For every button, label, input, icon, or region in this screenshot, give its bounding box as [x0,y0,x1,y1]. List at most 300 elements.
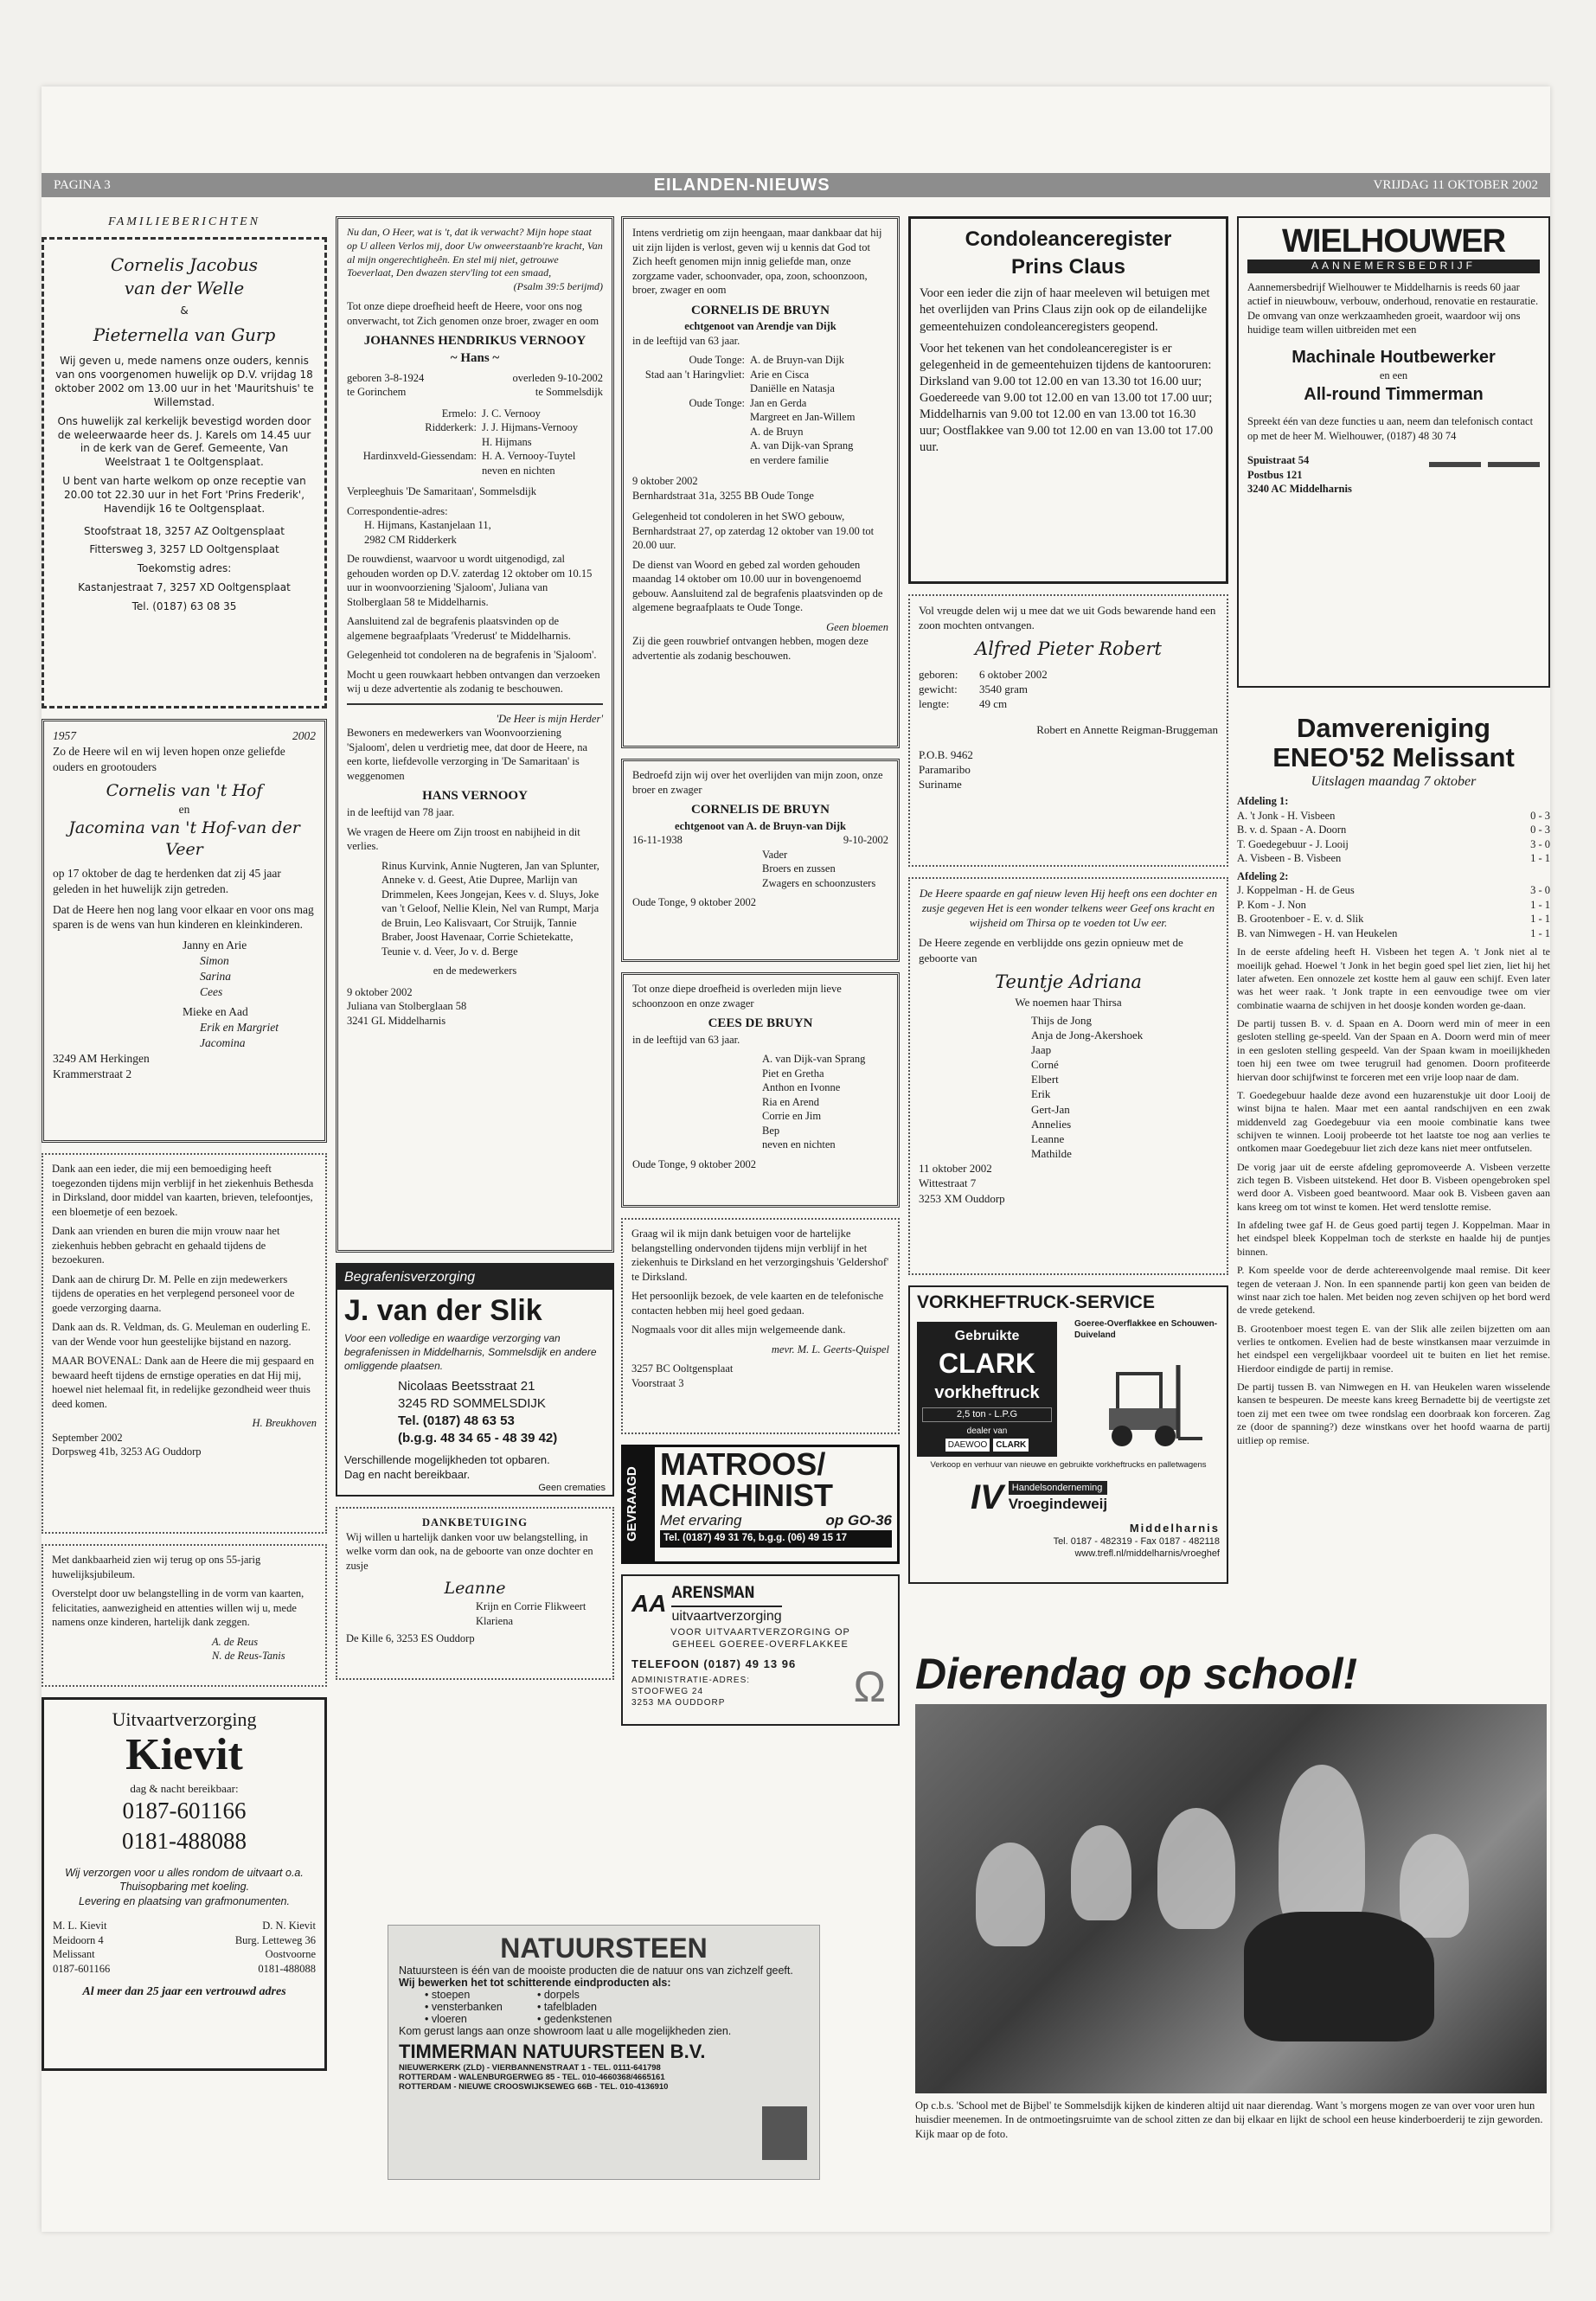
notice-address: P.O.B. 9462 [919,747,973,761]
verse: Nu dan, O Heer, wat is 't, dat ik verwacht? Mijn hope staat op U alleen Verlos mij, door Uw onweerstaanb're kracht, Van al mijn ongerechtigheên. En stel mij niet, getrouwe Toeverlaat, Den dwazen sterv'ling tot een smaad, [347,226,603,279]
notice-address: De Kille 6, 3253 ES Ouddorp [346,1632,475,1645]
ad-address: ROTTERDAM - WALENBURGERWEG 85 - TEL. 010-4660368/4665161 [399,2073,665,2082]
ad-text: Levering en plaatsing van grafmonumenten. [79,1894,290,1907]
ad-address: Postbus 121 [1247,468,1303,481]
ad-phone: Tel. (0187) 48 63 53 [398,1413,515,1429]
division-label: Afdeling 2: [1237,869,1289,882]
groom-name: Cornelis Jacobus [110,254,259,276]
family-line: Mieke en Aad [183,1005,248,1019]
article-text: T. Goedegebuur haalde deze avond een huzarenstukje uit door Looij de winst bijna te halen. Maar met een aantal randschijven en een zwak middenveld zag Goedegebuur via een mooie combinatie kans twee schijven te winnen. Looij probeerde tot het laatste toe nog aan verlies te ontkomen maar Goedegebuur liet zich deze kans niet meer ontfutselen. [1237,1088,1550,1155]
notice-text: De dienst van Woord en gebed zal worden gehouden maandag 14 oktober om 10.00 uur in bovengenoemd gebouw. Aansluitend zal de begrafenis plaatsvinden op de algemene begraafplaats te Oude Tonge. [632,558,883,614]
ad-heading: uitvaartverzorging [671,1609,782,1625]
issue-date: VRIJDAG 11 OKTOBER 2002 [1373,177,1538,192]
results-list [1237,883,1550,940]
product-item: • stoepen [425,1989,471,2001]
condolence-register [908,216,1228,584]
notice-text: Vol vreugde delen wij u mee dat we uit Gods bewarende hand een zoon mochten ontvangen. [919,604,1216,632]
deceased-nickname: ~ Hans ~ [450,350,500,365]
article-text: B. Grootenboer moest tegen E. van der Slik alle zeilen bijzetten om aan verlies te ontkomen. Evelien had de beste winstkansen maar verzuimde in het eindspel een vergelijkbaar voordeel uit te buiten en liet het remise. Hierdoor eindigde de partij in remise. [1237,1322,1550,1375]
match-players: A. 't Jonk - H. Visbeen [1237,809,1336,822]
birth-label: gewicht: [919,683,958,696]
staff-suffix: en de medewerkers [433,965,517,977]
notice-address: Bernhardstraat 31a, 3255 BB Oude Tonge [632,489,814,502]
arensman-ad [621,1574,900,1726]
notice-text: We vragen de Heere om Zijn troost en nabijheid in dit verlies. [347,825,580,853]
de-bruyn-notice-2 [621,759,900,962]
family-line: Corrie en Jim [762,1110,822,1123]
arensman-logo-icon: AA [631,1590,667,1618]
notice-text: Aansluitend zal de begrafenis plaatsvinden op de algemene begraafplaats 'Vrederust' te Middelharnis. [347,615,571,642]
contact-line: Melissant [53,1948,95,1961]
ad-address: Middelharnis [1129,1521,1220,1535]
deceased-name: CEES DE BRUYN [708,1016,813,1030]
column-4 [908,216,1228,1594]
article-title: Dierendag op school! [915,1650,1358,1698]
contact-line: Meidoorn 4 [53,1933,104,1946]
deceased-spouse: echtgenoot van A. de Bruyn-van Dijk [675,819,846,832]
death-date: overleden 9-10-2002 [512,371,603,384]
match-score: 3 - 0 [1530,884,1550,897]
wedding-text-2: Ons huwelijk zal kerkelijk bevestigd worden door de weleerwaarde heer ds. J. Karels om 14.45 uur in de kerk van de Geref. Gemeente, Van Weelstraat 1 te Ooltgensplaat. [57,414,311,469]
ad-text: Spreekt één van deze functies u aan, neem dan telefonisch contact op met de heer M. Wielhouwer, (0187) 48 30 74 [1247,415,1534,442]
match-score: 3 - 0 [1530,837,1550,850]
family-row [632,410,888,425]
ad-heading: NATUURSTEEN [500,1932,708,1964]
notice-intro: Intens verdrietig om zijn heengaan, maar dankbaar dat hij uit zijn lijden is verlost, geven wij u kennis dat God tot Zich heeft genomen mijn innig geliefde man, onze zorgzame vader, schoonvader, opa, zoon, schoonzoon, broer, zwager en oom [632,227,882,296]
family-row [347,449,603,464]
ad-address: Nicolaas Beetsstraat 21 [398,1379,535,1394]
family-line: Zwagers en schoonzusters [762,876,876,889]
family-row [632,453,888,468]
article-text: P. Kom speelde voor de derde achtereenvolgende maal remise. Dit keer tegen de veteraan J. Non. In een spannende partij kon geen van beiden de winst naar zich toe halen. Met beiden nog zeven schijven op het bord werd de vrede getekend. [1237,1264,1550,1317]
dam-article [1237,714,1550,1447]
deceased-spouse: echtgenoot van Arendje van Dijk [684,320,836,333]
family-place [347,464,482,478]
result-row [1237,851,1550,866]
article-text: In de eerste afdeling heeft H. Visbeen het tegen A. 't Jonk niet al te moeilijk gehad. Hoewel 't Jonk in het begin goed spel liet zien, liet hij het later afweten. Een onnozele zet kostte hem al gauw een schijf. Even later was het weer raak. 't Jonk trapte in een eenvoudige twee om vier combinatie waarna de schijven in het doosje konden worden ge-daan. [1237,945,1550,1011]
family-place [632,439,750,453]
notice-title: Condoleanceregister [965,228,1172,251]
signature: Klariena [476,1614,514,1627]
notice-intro: Tot onze diepe droefheid heeft de Heere, voor ons nog onverwacht, tot Zich genomen onze broer, zwager en oom [347,300,599,327]
contact-line: Oostvoorne [265,1948,316,1961]
family-line: A. van Dijk-van Sprang [762,1053,866,1066]
ad-text: Dag en nacht bereikbaar. [344,1467,471,1481]
article-title: ENEO'52 Melissant [1272,742,1515,773]
omega-icon: Ω [853,1663,886,1711]
ad-address: 3240 AC Middelharnis [1247,483,1352,496]
notice-address: 3253 XM Ouddorp [919,1191,1005,1205]
article-subtitle: Uitslagen maandag 7 oktober [1311,774,1477,790]
ad-text: Met ervaring [660,1512,742,1529]
article-title: Damvereniging [1297,713,1490,743]
parents: Robert en Annette Reigman-Bruggeman [1036,722,1218,736]
signature: Krijn en Corrie Flikweert [476,1600,586,1613]
vorkheftruck-ad [908,1285,1228,1584]
family-name: H. A. Vernooy-Tuytel [482,450,576,463]
thanks-text: Dank aan ds. R. Veldman, ds. G. Meuleman en ouderling E. van der Wende voor hun geestelijke bijstand en nazorg. [52,1321,311,1348]
photo-caption: Op c.b.s. 'School met de Bijbel' te Sommelsdijk kijken de kinderen altijd uit naar dierendag. Want 's morgens mogen ze van over voor uren hun huisdier meenemen. In de ontmoetingsruimte van de school zitten ze dan bij elkaar en lijkt de school een heuse kinderboerderij te zijn geworden. Kijk maar op de foto. [915,2099,1543,2140]
notice-date: Oude Tonge, 9 oktober 2002 [632,896,756,909]
ad-text: op GO-36 [825,1512,892,1529]
ad-text: Aannemersbedrijf Wielhouwer te Middelharnis is reeds 60 jaar actief in nieuwbouw, verbouw, onderhoud, renovatie en restauratie. De omvang van onze werkzaamheden groeit, waardoor wij ons huidige team willen uitbreiden met een [1247,280,1539,336]
family-name: A. de Bruyn-van Dijk [750,354,845,367]
ad-brand: Kievit [125,1729,243,1779]
donkey-figure [1244,1912,1434,2041]
newspaper-page [42,87,1550,2232]
thanks-breukhoven [42,1153,327,1534]
natuursteen-ad [388,1925,820,2180]
contact-line: 0181-488088 [258,1962,316,1975]
corr-line: H. Hijmans, Kastanjelaan 11, [364,519,491,532]
family-line: Erik en Margriet [200,1021,279,1035]
death-place: te Sommelsdijk [535,386,603,399]
family-row [632,368,888,382]
result-row [1237,809,1550,824]
ad-brand: J. van der Slik [344,1294,542,1328]
birth-value: 49 cm [979,697,1008,711]
notice-intro: Bedroefd zijn wij over het overlijden van mijn zoon, onze broer en zwager [632,769,883,796]
ad-heading: Uitvaartverzorging [112,1708,257,1731]
ad-text: Wij verzorgen voor u alles rondom de uitvaart o.a. Thuisopbaring met koeling. [65,1866,304,1894]
ad-web: www.trefl.nl/middelharnis/vroeghef [1074,1548,1220,1560]
notice-text: Voor het tekenen van het condoleanceregister is er gelegenheid in de gemeentehuizen tijdens de kantooruren: Dirksland van 9.00 tot 12.00 en van 13.30 tot 16.00 uur; Goedereede van 9.00 tot 12.00 en van 13.00 tot 17.00 uur; Middelharnis van 9.00 tot 12.00 en van 13.00 tot 16.30 uur; Oostflakkee van 9.00 tot 12.00 en van 13.00 tot 17.00 uur. [920,341,1214,455]
family-row [632,396,888,411]
brand-badge: DAEWOO [945,1439,990,1452]
verse-title: 'De Heer is mijn Herder' [496,712,603,725]
family-name: J. C. Vernooy [482,407,541,420]
notice-text: Nogmaals voor dit alles mijn welgemeende dank. [631,1324,846,1336]
family-name: Margreet en Jan-Willem [750,411,856,424]
ad-brand: WIELHOUWER [1281,223,1506,260]
page-number: PAGINA 3 [54,177,111,192]
verse: De Heere spaarde en gaf nieuw leven Hij heeft ons een dochter en zusje gegeven Het is een wonder telkens weer Geef ons kracht en wijsheid om Thirsa op te voeden tot Uw eer. [919,887,1218,930]
family-line: Jacomina [200,1036,246,1050]
jubilee-text-2: Dat de Heere hen nog lang voor elkaar en voor ons mag sparen is de wens van hun kinderen en kleinkinderen. [53,902,314,932]
ad-phone: 0181-488088 [122,1828,247,1855]
family-place [347,435,482,450]
deceased-name: CORNELIS DE BRUYN [690,803,830,817]
family-name: J. J. Hijmans-Vernooy [482,421,579,434]
family-list [762,848,888,891]
signature: N. de Reus-Tanis [212,1650,285,1663]
family-name: Jan en Gerda [750,396,807,409]
death-date: 9-10-2002 [843,834,888,847]
thanks-address: Dorpsweg 41b, 3253 AG Ouddorp [52,1445,202,1458]
result-row [1237,837,1550,852]
family-place [632,453,750,468]
result-row [1237,912,1550,926]
notice-address: Paramaribo [919,762,971,776]
column-1 [42,208,327,2081]
notice-date: 9 oktober 2002 [632,475,698,488]
family-row [347,435,603,450]
signature: mevr. M. L. Geerts-Quispel [771,1343,889,1356]
family-list [347,407,603,478]
family-row [347,407,603,421]
ad-brand: Vroegindeweij [1008,1496,1108,1513]
notice-address: Juliana van Stolberglaan 58 [347,1000,467,1013]
notice-text: Voor een ieder die zijn of haar meeleven wil betuigen met het overlijden van Prins Claus zijn ook op de eilandelijke gemeentehuizen condoleanceregisters geopend. [920,286,1210,334]
ampersand: & [180,304,189,317]
kievit-ad [42,1697,327,2071]
corr-label: Correspondentie-adres: [347,504,448,517]
birth-alfred [908,594,1228,867]
family-place: Oude Tonge: [689,354,745,367]
brand-badge: CLARK [993,1439,1029,1452]
section-title: FAMILIEBERICHTEN [107,215,261,228]
column-2 [336,216,614,1690]
results-list [1237,809,1550,866]
thanks-text: Dank aan een ieder, die mij een bemoediging heeft toegezonden tijdens mijn verblijf in het ziekenhuis Bethesda in Dirksland, door middel van kaarten, brieven, telefoontjes, een bloemetje of een bezoek. [52,1163,314,1218]
notice-address: Voorstraat 3 [631,1376,684,1389]
vernooy-notice [336,216,614,1253]
ad-address: Spuistraat 54 [1247,454,1310,467]
thanks-text: Dank aan de chirurg Dr. M. Pelle en zijn medewerkers tijdens de operaties en het verplegend personeel voor de goede verzorging daarna. [52,1272,295,1314]
ad-text: Natuursteen is één van de mooiste producten die de natuur ons van zichzelf geeft. [399,1965,793,1977]
notice-text: Zij die geen rouwbrief ontvangen hebben, mogen deze advertentie als zodanig beschouwen. [632,635,869,662]
deceased-age: in de leeftijd van 63 jaar. [632,334,740,347]
birth-date: geboren 3-8-1924 [347,371,425,384]
match-players: T. Goedegebuur - J. Looij [1237,837,1349,850]
notice-address: Wittestraat 7 [919,1176,977,1190]
notice-title: Prins Claus [1010,254,1126,279]
jubilee-street: Krammerstraat 2 [53,1067,132,1080]
ad-text: Voor een volledige en waardige verzorging van begrafenissen in Middelharnis, Sommelsdijk en andere omliggende plaatsen. [344,1331,597,1372]
birth-date: 16-11-1938 [632,834,683,847]
family-list [632,353,888,467]
ad-address: 3253 MA OUDDORP [631,1698,726,1708]
notice-date: 9 oktober 2002 [347,985,413,998]
thanks-text: Met dankbaarheid zien wij terug op ons 55-jarig huwelijksjubileum. [52,1554,261,1580]
match-players: B. Grootenboer - E. v. d. Slik [1237,913,1364,926]
notice-intro: Bewoners en medewerkers van Woonvoorziening 'Sjaloom', delen u verdrietig mee, dat door de Heere, na een korte, liefdevolle verzorging in 'De Samaritaan' is weggenomen [347,727,588,782]
family-line: Ria en Arend [762,1095,819,1108]
family-line: Gert-Jan [1031,1102,1070,1116]
family-place: Stad aan 't Haringvliet: [644,368,745,381]
family-name: neven en nichten [482,464,555,477]
family-line: Elbert [1031,1073,1059,1086]
match-score: 0 - 3 [1530,824,1550,836]
birth-value: 6 oktober 2002 [979,668,1048,682]
family-line: Broers en zussen [762,862,836,875]
column-3 [621,216,900,1736]
notice-address: 3257 BC Ooltgensplaat [631,1362,734,1375]
family-name: Daniëlle en Natasja [750,382,835,395]
notice-text: Gelegenheid tot condoleren in het SWO gebouw, Bernhardstraat 27, op zaterdag 12 oktober van 19.00 tot 20.00 uur. [632,510,875,552]
deceased-name: JOHANNES HENDRIKUS VERNOOY [363,334,586,349]
family-name: A. van Dijk-van Sprang [750,439,854,452]
notice-text: De rouwdienst, waarvoor u wordt uitgenodigd, zal gehouden worden op D.V. zaterdag 12 oktober om 10.15 uur in woonvoorziening 'Sjaloom', Juliana van Stolberglaan 58 te Middelharnis. [347,553,593,608]
ad-heading: MATROOS/ [660,1446,826,1482]
result-row [1237,883,1550,898]
ad-text: Wij bewerken het tot schitterende eindproducten als: [399,1977,671,1989]
family-row [632,439,888,453]
ad-address: ADMINISTRATIE-ADRES: [631,1675,751,1685]
signature: H. Breukhoven [252,1417,317,1430]
family-name: H. Hijmans [482,435,532,448]
article-text: In afdeling twee gaf H. de Geus goed partij tegen J. Koppelman. Maar in het eindspel bleek Koppelman toch de sterkste en haalde hij de puntjes binnen. [1237,1219,1550,1258]
match-players: B. v. d. Spaan - A. Doorn [1237,824,1347,836]
match-players: B. van Nimwegen - H. van Heukelen [1237,926,1398,939]
ad-subbrand: AANNEMERSBEDRIJF [1247,260,1540,273]
family-line: neven en nichten [762,1138,836,1151]
notice-text: De Heere zegende en verblijdde ons gezin opnieuw met de geboorte van [919,936,1183,965]
product-item: • vensterbanken [425,2001,503,2013]
verse-ref: (Psalm 39:5 berijmd) [513,280,603,293]
thanks-text: Dank aan vrienden en buren die mijn vrouw naar het ziekenhuis hebben gebracht en gehaald tijdens de bezoekuren. [52,1225,280,1266]
contact-line: 0187-601166 [53,1962,111,1975]
address-2: Fittersweg 3, 3257 LD Ooltgensplaat [89,543,279,556]
article-text: De partij tussen B. v. d. Spaan en A. Doorn werd min of meer in een gesloten stelling ge-speeld. Van der Spaan en A. Doorn werd min of meer in een gesloten stelling gespeeld. Van der Spaan kwam in moeilijkheden toen hij een twee om twee terugruil had genomen. Doorn profiteerde hiervan door schijfwinst te forceren met een vrije loop naar de dam. [1237,1017,1550,1083]
notice-text: Mocht u geen rouwkaart hebben ontvangen dan verzoeken wij u deze advertentie als zodanig te beschouwen. [347,668,600,695]
jubilee-family [183,938,316,1051]
ad-side-label: GEVRAAGD [624,1447,655,1561]
wedding-notice [42,237,327,708]
matroos-ad [621,1445,900,1564]
ad-phone: 0187-601166 [122,1797,247,1823]
family-place [632,425,750,439]
ad-address: STOOFWEG 24 [631,1686,704,1696]
family-line: Leanne [1031,1131,1065,1145]
family-line: Anja de Jong-Akershoek [1031,1028,1144,1042]
notice-text: Wij willen u hartelijk danken voor uw belangstelling, in welke vorm dan ook, na de geboorte van onze dochter en zusje [346,1530,593,1572]
year-start: 1957 [53,729,76,743]
result-row [1237,926,1550,941]
deceased-name: HANS VERNOOY [422,789,528,804]
ad-phone: Tel. 0187 - 482319 - Fax 0187 - 482118 [1053,1535,1220,1547]
baby-name: Alfred Pieter Robert [975,638,1162,660]
notice-date: 11 oktober 2002 [919,1162,992,1176]
job-title: Machinale Houtbewerker [1292,347,1496,367]
match-players: J. Koppelman - H. de Geus [1237,884,1355,897]
match-score: 0 - 3 [1530,809,1550,822]
baby-callname: We noemen haar Thirsa [1015,995,1122,1009]
result-row [1237,823,1550,837]
family-line: Sarina [200,969,232,983]
deceased-name: CORNELIS DE BRUYN [690,303,830,317]
family-name: Arie en Cisca [750,368,810,381]
ad-text: en een [1379,369,1408,382]
ad-phone: (b.g.g. 48 34 65 - 48 39 42) [398,1430,558,1445]
family-line: Simon [200,954,229,968]
match-score: 1 - 1 [1530,852,1550,865]
ad-text: dealer van [966,1426,1008,1436]
birth-label: geboren: [919,668,958,682]
family-line: Thijs de Jong [1031,1013,1093,1027]
notice-title: DANKBETUIGING [421,1516,529,1529]
future-address-label: Toekomstig adres: [137,562,232,575]
ad-heading: MACHINIST [660,1477,833,1513]
ad-text: Kom gerust langs aan onze showroom laat u alle mogelijkheden zien. [399,2025,732,2037]
notice-intro: Tot onze diepe droefheid is overleden mijn lieve schoonzoon en onze zwager [632,983,842,1009]
ad-text: Verkoop en verhuur van nieuwe en gebruikte vorkheftrucks en palletwagens [930,1460,1207,1471]
dierendag-photo [915,1704,1547,2093]
product-item: • gedenkstenen [537,2013,612,2025]
birth-teuntje [908,877,1228,1275]
forklift-icon [1083,1356,1204,1452]
signature: A. de Reus [212,1635,259,1648]
family-name: en verdere familie [750,453,829,466]
birth-value: 3540 gram [979,683,1028,696]
ad-address: 3245 RD SOMMELSDIJK [398,1396,546,1412]
ad-text: Gebruikte [954,1328,1020,1343]
jubilee-text-1: op 17 oktober de dag te herdenken dat zij 45 jaar geleden in het huwelijk zijn getreden. [53,866,281,895]
article-text: De vorig jaar uit de eerste afdeling gepromoveerde A. Visbeen verzette zich tegen B. Visbeen uitstekend. Het door B. Visbeen opengebroken spel werd door A. Visbeen goed beantwoord. Maar ook B. Visbeen gaven aan kans kreeg om tot winst te komen. Het werd tenslotte remise. [1237,1160,1550,1213]
vroegindeweij-logo-icon: IV [971,1477,1003,1516]
ad-text: VOOR UITVAARTVERZORGING OP [670,1626,850,1638]
deceased-age: in de leeftijd van 78 jaar. [347,806,455,819]
cees-de-bruyn-notice [621,972,900,1208]
family-place [632,381,750,396]
jubilee-intro: Zo de Heere wil en wij leven hopen onze geliefde ouders en grootouders [53,745,285,774]
birth-label: lengte: [919,697,950,711]
jubilee-name-1: Cornelis van 't Hof [106,780,263,800]
family-place: Ermelo: [441,407,477,420]
deceased-age: in de leeftijd van 63 jaar. [632,1033,740,1046]
family-name: A. de Bruyn [750,425,804,438]
match-players: A. Visbeen - B. Visbeen [1237,852,1342,865]
ad-address: ROTTERDAM - NIEUWE CROOSWIJKSEWEG 66B - TEL. 010-4136910 [399,2082,669,2092]
notice-note: Geen bloemen [826,620,888,633]
match-score: 1 - 1 [1530,926,1550,939]
baby-name: Teuntje Adriana [995,971,1142,992]
staff-names: Rinus Kurvink, Annie Nugteren, Jan van Splunter, Anneke v. d. Geest, Atie Dupree, Marlijn van Drimmelen, Kees Jongejan, Kees v. d. Sluys, Joke van 't Geloof, Nellie Klein, Nel van Rumpt, Marja de Bruin, Leo Kalisvaart, Cor Struijk, Tannie Braber, Joost Havenaar, Corrie Schietekatte, Teunie v. d. Veer, Jo v. d. Berge [381,859,599,958]
family-line: Erik [1031,1087,1051,1101]
wedding-text-3: U bent van harte welkom op onze receptie van 20.00 tot 22.30 uur in het Fort 'Prins Frederik', Havendijk 16 te Ooltgensplaat. [62,475,306,515]
page-header [42,173,1550,197]
family-list [762,1052,888,1152]
article-text: De partij tussen B. van Nimwegen en H. van Heukelen waren wisselende kansen te bespeuren. De meeste kans kreeg Bernadette bij de veertigste zet toen zij met een twee om twee rondslag een doorbraak kon forceren. Zag ze (door de spanning?) deze winstkans over het hoofd waarna de partij uitliep op remise. [1237,1381,1550,1446]
masthead: EILANDEN-NIEUWS [653,175,830,195]
dankbetuiging-notice [336,1507,614,1680]
column-5 [1237,216,1550,1452]
contact-line: D. N. Kievit [262,1920,316,1932]
ad-heading: Begrafenisverzorging [337,1265,612,1290]
wielhouwer-ad [1237,216,1550,688]
ad-brand: Handelsonderneming [1009,1481,1107,1496]
corr-line: 2982 CM Ridderkerk [364,533,457,546]
thanks-text: Overstelpt door uw belangstelling in de vorm van kaarten, felicitaties, aanwezigheid en attenties willen wij u, mede namens onze kinderen, hartelijk dank zeggen. [52,1587,304,1629]
ad-region: Goeree-Overflakkee en Schouwen-Duiveland [1074,1319,1218,1341]
family-line: Jaap [1031,1042,1052,1056]
ad-spec: 2,5 ton - L.P.G [922,1407,1052,1422]
family-place: Oude Tonge: [689,396,745,409]
family-place: Ridderkerk: [425,421,477,434]
notice-address: Suriname [919,777,962,791]
groom-surname: van der Welle [124,277,245,298]
family-line: Mathilde [1031,1147,1072,1161]
division-label: Afdeling 1: [1237,795,1289,808]
family-line: Janny en Arie [183,939,247,952]
ad-text: Verschillende mogelijkheden tot opbaren. [344,1452,550,1466]
family-line: Bep [762,1124,780,1137]
ad-phone: Tel. (0187) 49 31 76, b.g.g. (06) 49 15 17 [660,1530,892,1547]
geerts-thanks [621,1218,900,1434]
notice-date: Oude Tonge, 9 oktober 2002 [632,1157,756,1170]
contact-line: Burg. Letteweg 36 [234,1933,316,1946]
family-line: Corné [1031,1058,1059,1072]
thanks-de-reus [42,1544,327,1687]
ad-footer: Al meer dan 25 jaar een vertrouwd adres [82,1985,286,1999]
result-row [1237,898,1550,913]
birth-place: te Gorinchem [347,386,407,399]
family-line: Vader [762,848,788,861]
notice-text: Het persoonlijk bezoek, de vele kaarten en de telefonische contacten hebben mij heel goed gedaan. [631,1290,884,1317]
notice-text: Graag wil ik mijn dank betuigen voor de hartelijke belangstelling ondervonden tijdens mijn verblijf in het ziekenhuis te Dirksland en het verzorgingshuis 'Geldershof' te Dirksland. [631,1227,889,1283]
de-bruyn-notice [621,216,900,748]
product-item: • tafelbladen [537,2001,598,2013]
